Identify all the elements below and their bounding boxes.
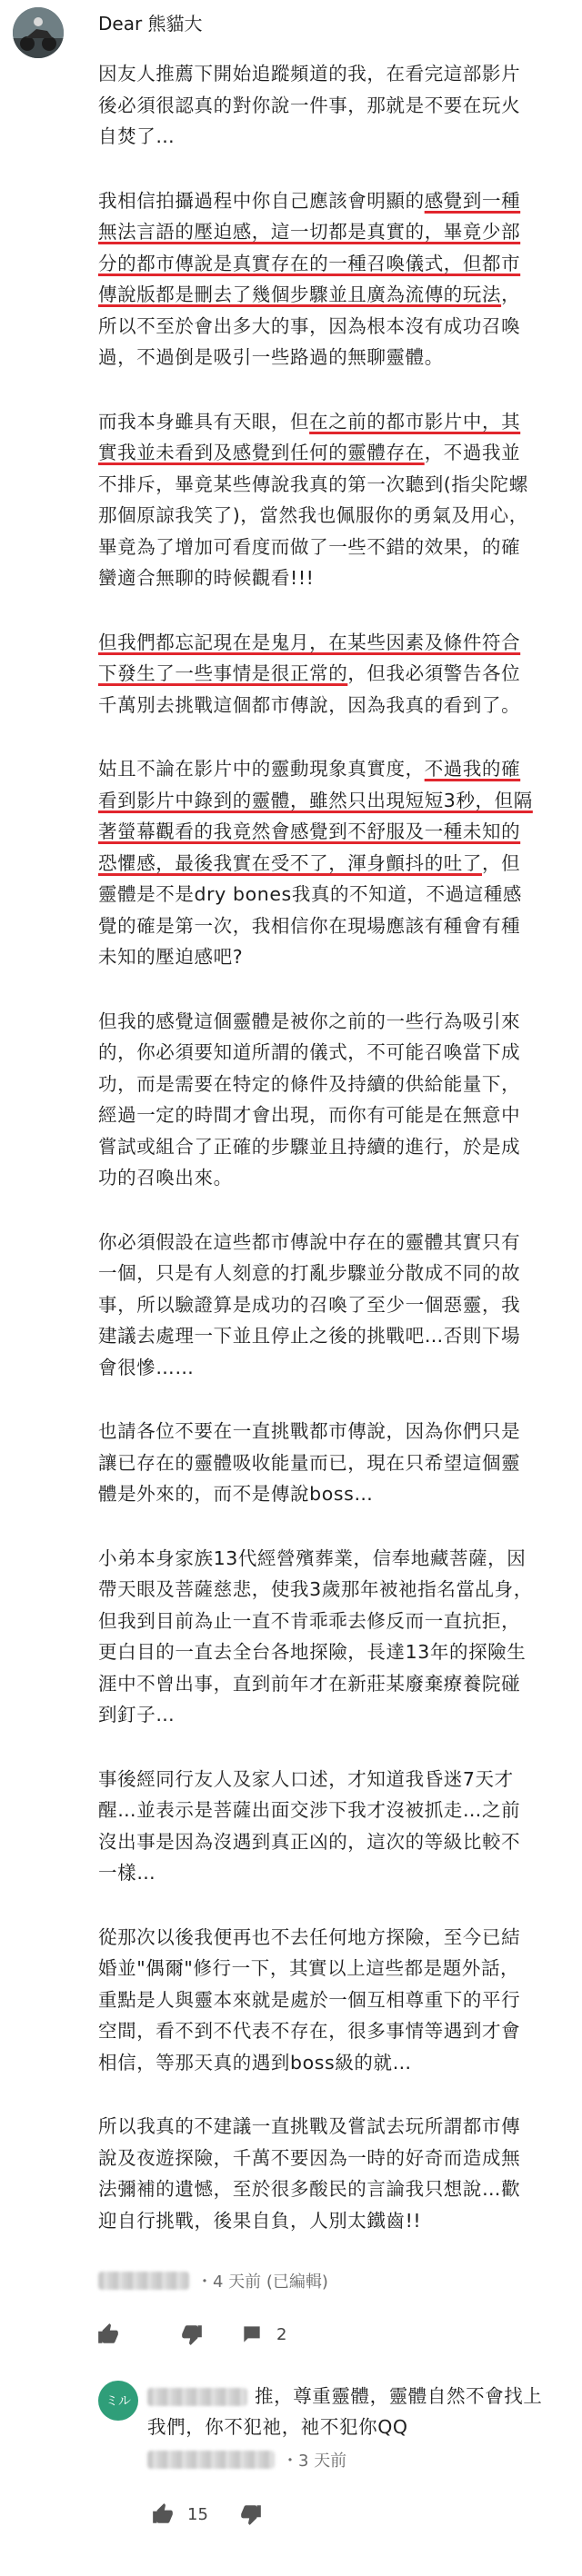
reply-text: 推，尊重靈體，靈體自然不會找上我們，你不犯祂，祂不犯你QQ: [147, 2385, 543, 2438]
paragraph-text: ，但靈體是不是dry bones我真的不知道，不過這種感覺的確是第一次，我相信你在現場應該有種會有種未知的壓迫感吧?: [98, 851, 523, 968]
comment-paragraph: [98, 1543, 533, 1731]
comment-body: [98, 58, 533, 2269]
comment-author[interactable]: Dear 熊貓大: [98, 13, 203, 35]
reply-icon[interactable]: [240, 2322, 264, 2346]
reply-count: 2: [276, 2324, 287, 2344]
comment-paragraph: [98, 185, 533, 373]
paragraph-text: ，所以不至於會出多大的事，因為根本沒有成功召喚過，不過倒是吸引一些路過的無聊靈體。: [98, 283, 521, 368]
redacted-reply-username: [147, 2388, 247, 2406]
highlighted-text: 感覺到一種無法言語的壓迫感，這一切都是真實的，畢竟少部分的都市傳說是真實存在的一種召喚儀式，但都市傳說版都是刪去了幾個步驟並且廣為流傳的玩法: [98, 189, 521, 305]
comment-paragraph: [98, 406, 533, 594]
reply-body: [147, 2381, 547, 2442]
motorcycle-avatar-icon: [13, 7, 64, 58]
reply-avatar[interactable]: [98, 2381, 138, 2421]
paragraph-text: 姑且不論在影片中的靈動現象真實度，: [98, 758, 425, 780]
thumb-up-icon[interactable]: [151, 2502, 175, 2526]
paragraph-text: 所以我真的不建議一直挑戰及嘗試去玩所謂都市傳說及夜遊探險，千萬不要因為一時的好奇而造成無法彌補的遺憾，至於很多酸民的言論我只想說…歡迎自行挑戰，後果自負，人別太鐵齒!!: [98, 2115, 521, 2232]
thumb-down-icon[interactable]: [180, 2322, 204, 2346]
reply-actions: [151, 2502, 263, 2526]
paragraph-text: 也請各位不要在一直挑戰都市傳說，因為你們只是讓已存在的靈體吸收能量而已，現在只希望這個靈體是外來的，而不是傳說boss…: [98, 1420, 521, 1505]
highlighted-text: 在之前的都市影片中，其實我並未看到及感覺到任何的靈體存在: [98, 410, 521, 463]
comment-meta: [98, 2269, 328, 2293]
comment-paragraph: [98, 1416, 533, 1510]
paragraph-text: 但我的感覺這個靈體是被你之前的一些行為吸引來的，你必須要知道所謂的儀式，不可能召喚當下成功，而是需要在特定的條件及持續的供給能量下，經過一定的時間才會出現，而你有可能是在無意中嘗試或組合了正確的步驟並且持續的進行，於是成功的召喚出來。: [98, 1010, 521, 1189]
highlighted-text: 但我們都忘記現在是鬼月，在某些因素及條件符合下發生了一些事情是很正常的: [98, 631, 521, 684]
reply-like-count: 15: [187, 2504, 208, 2524]
paragraph-text: ，但我必須警告各位千萬別去挑戰這個都市傳說，因為我真的看到了。: [98, 662, 521, 716]
reply-avatar-label: ミル: [105, 2394, 131, 2409]
thumb-up-icon[interactable]: [96, 2322, 120, 2346]
avatar[interactable]: [13, 7, 64, 58]
paragraph-text: 你必須假設在這些都市傳說中存在的靈體其實只有一個，只是有人刻意的打亂步驟並分散成不同的故事，所以驗證算是成功的召喚了至少一個惡靈，我建議去處理一下並且停止之後的挑戰吧…否則下場會很慘……: [98, 1230, 521, 1378]
comment-paragraph: [98, 1764, 533, 1889]
redacted-username: [98, 2272, 189, 2290]
reply-time[interactable]: ・3 天前: [282, 2452, 347, 2471]
redacted-reply-username-2: [147, 2451, 275, 2469]
comment-actions: [96, 2322, 286, 2346]
paragraph-text: 從那次以後我便再也不去任何地方探險，至今已結婚並"偶爾"修行一下，其實以上這些都是題外話，重點是人與靈本來就是處於一個互相尊重下的平行空間，看不到不代表不存在，很多事情等遇到才會相信，等那天真的遇到boss級的就…: [98, 1925, 521, 2074]
highlighted-text: 不過我的確看到影片中錄到的靈體，雖然只出現短短3秒，但隔著螢幕觀看的我竟然會感覺到不舒服及一種未知的恐懼感，最後我實在受不了，渾身顫抖的吐了: [98, 758, 533, 874]
comment-time[interactable]: ・4 天前 (已編輯): [196, 2273, 328, 2292]
comment-paragraph: [98, 627, 533, 721]
comment-paragraph: [98, 2111, 533, 2236]
comment-paragraph: [98, 58, 533, 153]
comment-paragraph: [98, 753, 533, 973]
paragraph-text: 小弟本身家族13代經營殯葬業，信奉地藏菩薩，因帶天眼及菩薩慈悲，使我3歲那年被祂指名當乩身，但我到目前為止一直不肯乖乖去修反而一直抗拒，更白目的一直去全台各地探險，長達13年的探險生涯中不曾出事，直到前年才在新莊某廢棄療養院碰到釘子…: [98, 1547, 533, 1726]
thumb-down-icon[interactable]: [239, 2502, 263, 2526]
reply-meta: [147, 2448, 346, 2472]
comment-paragraph: [98, 1227, 533, 1384]
paragraph-text: 事後經同行友人及家人口述，才知道我昏迷7天才醒…並表示是菩薩出面交涉下我才沒被抓走…之前沒出事是因為沒遇到真正凶的，這次的等級比較不一樣…: [98, 1767, 521, 1884]
paragraph-text: ，不過我並不排斥，畢竟某些傳說我真的第一次聽到(指尖陀螺那個原諒我笑了)，當然我也佩服你的勇氣及用心，畢竟為了增加可看度而做了一些不錯的效果，的確蠻適合無聊的時候觀看!!!: [98, 442, 528, 589]
comment-paragraph: [98, 1922, 533, 2079]
paragraph-text: 而我本身雖具有天眼，但: [98, 410, 310, 433]
paragraph-text: 我相信拍攝過程中你自己應該會明顯的: [98, 189, 425, 212]
comment-paragraph: [98, 1006, 533, 1194]
paragraph-text: 因友人推薦下開始追蹤頻道的我，在看完這部影片後必須很認真的對你說一件事，那就是不要在玩火自焚了…: [98, 63, 521, 147]
